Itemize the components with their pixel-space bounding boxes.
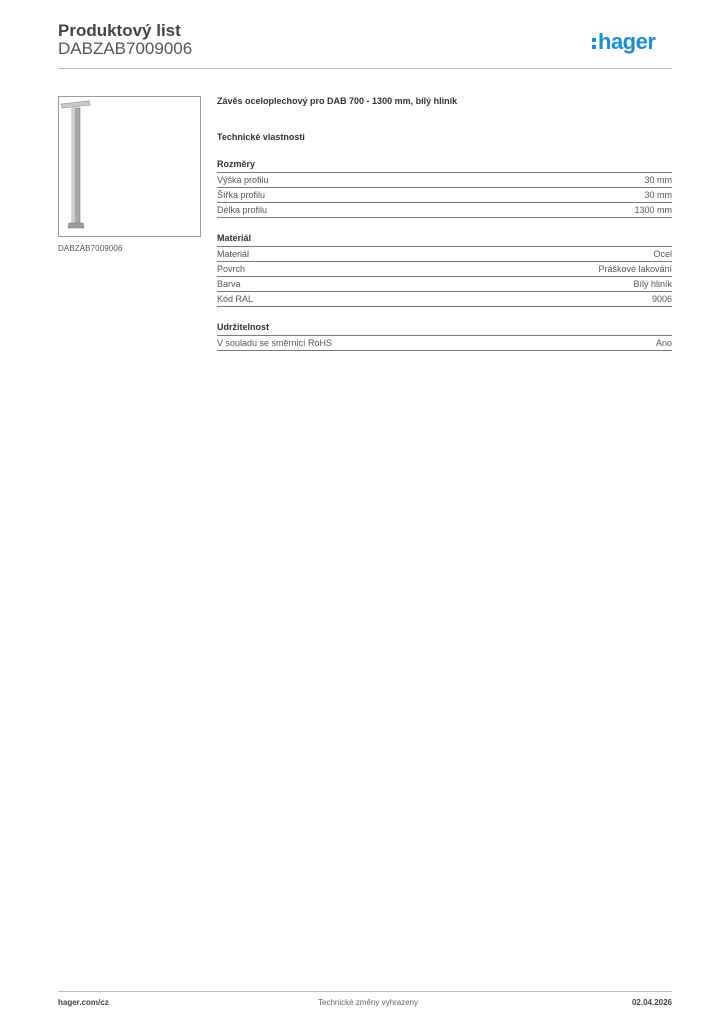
section-title: Rozměry xyxy=(217,159,672,173)
table-row xyxy=(217,336,672,351)
table-row xyxy=(217,277,672,292)
section-material xyxy=(217,233,672,307)
product-image xyxy=(58,96,201,237)
product-name: Závěs oceloplechový pro DAB 700 - 1300 mm, bílý hliník xyxy=(217,96,458,106)
footer-divider xyxy=(58,991,672,992)
row-label: V souladu se směrnicí RoHS xyxy=(217,338,333,348)
section-title: Materiál xyxy=(217,233,672,247)
row-value: 1300 mm xyxy=(634,205,672,215)
technical-properties-heading: Technické vlastnosti xyxy=(217,132,305,142)
page-title: Produktový list xyxy=(58,21,181,40)
table-row xyxy=(217,292,672,307)
row-value: 9006 xyxy=(651,294,672,304)
table-row xyxy=(217,203,672,218)
row-label: Kód RAL xyxy=(217,294,254,304)
row-value: Ocel xyxy=(653,249,672,259)
table-row xyxy=(217,247,672,262)
footer-date: 02.04.2026 xyxy=(631,998,672,1007)
row-label: Barva xyxy=(217,279,241,289)
footer-note: Technické změny vyhrazeny xyxy=(318,998,419,1007)
product-bracket-drawing xyxy=(59,97,200,236)
table-row xyxy=(217,262,672,277)
row-value: Ano xyxy=(655,338,672,348)
row-label: Povrch xyxy=(217,264,246,274)
row-label: Výška profilu xyxy=(217,175,269,185)
table-row xyxy=(217,173,672,188)
row-label: Materiál xyxy=(217,249,250,259)
product-code: DABZAB7009006 xyxy=(58,39,193,58)
svg-text:hager: hager xyxy=(598,29,656,54)
product-details xyxy=(217,96,672,351)
row-value: 30 mm xyxy=(644,175,672,185)
section-title: Udržitelnost xyxy=(217,322,672,336)
row-value: 30 mm xyxy=(644,190,672,200)
row-label: Délka profilu xyxy=(217,205,268,215)
section-dimensions xyxy=(217,159,672,218)
hager-logo xyxy=(592,29,674,55)
table-row xyxy=(217,188,672,203)
row-label: Šířka profilu xyxy=(217,190,266,200)
row-value: Práškové lakování xyxy=(598,264,672,274)
website-link[interactable]: hager.com/cz xyxy=(58,998,109,1007)
section-sustainability xyxy=(217,322,672,351)
row-value: Bílý hliník xyxy=(633,279,672,289)
header-divider xyxy=(58,68,672,69)
image-caption: DABZAB7009006 xyxy=(58,244,123,253)
